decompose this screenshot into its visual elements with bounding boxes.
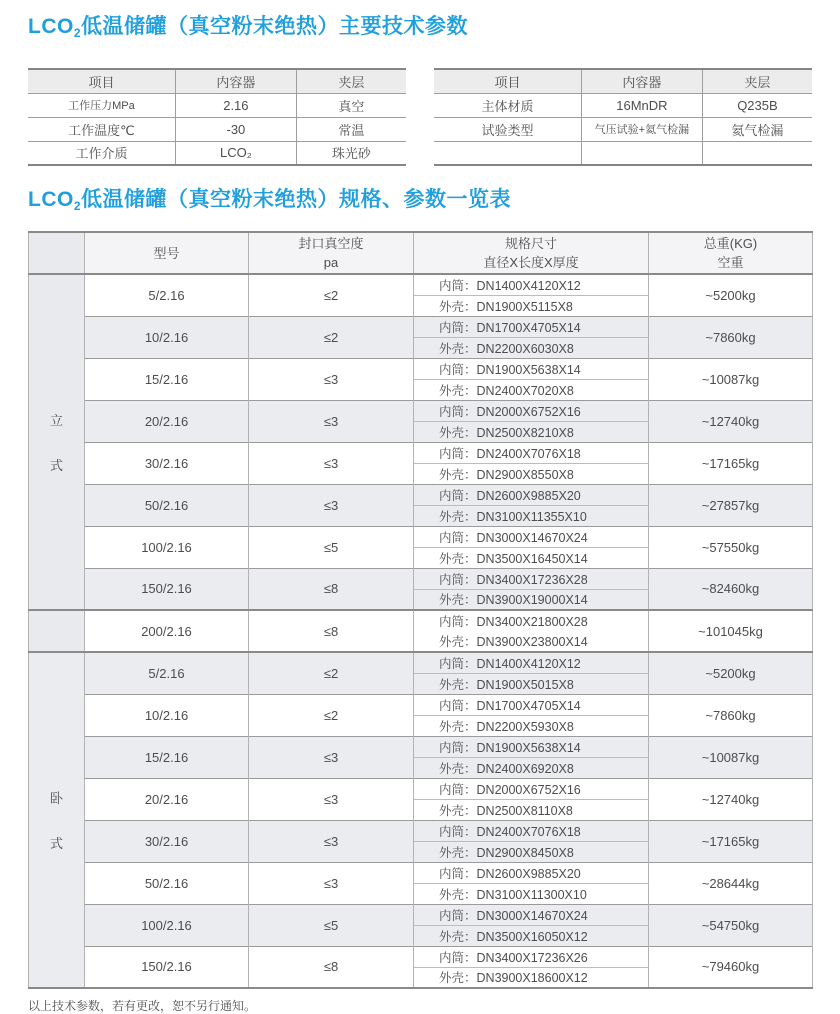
size-outer-cell xyxy=(414,379,649,400)
params-header-row xyxy=(434,69,812,93)
spec-row xyxy=(29,568,813,589)
model-cell: 10/2.16 xyxy=(85,694,249,736)
inner-shell-dimensions: DN3400X17236X26 xyxy=(476,950,588,965)
outer-shell-dimensions: DN1900X5115X8 xyxy=(476,299,573,314)
params-cell: LCO₂ xyxy=(175,141,296,165)
size-outer-cell xyxy=(414,589,649,610)
outer-shell-dimensions: DN2200X6030X8 xyxy=(476,341,574,356)
inner-shell-label: 内筒： xyxy=(439,362,477,377)
params-header-cell: 项目 xyxy=(28,69,175,93)
outer-shell-label: 外壳： xyxy=(439,383,477,398)
vacuum-cell: ≤2 xyxy=(249,694,414,736)
params-cell: 真空 xyxy=(296,93,406,117)
outer-shell-label: 外壳： xyxy=(439,929,477,944)
size-outer-cell xyxy=(414,799,649,820)
model-cell: 150/2.16 xyxy=(85,568,249,610)
outer-shell-label: 外壳： xyxy=(439,509,477,524)
params-header-cell: 夹层 xyxy=(702,69,812,93)
outer-shell-label: 外壳： xyxy=(439,635,477,649)
params-cell: 常温 xyxy=(296,117,406,141)
outer-shell-dimensions: DN3500X16050X12 xyxy=(476,929,588,944)
model-cell: 150/2.16 xyxy=(85,946,249,988)
params-cell: 试验类型 xyxy=(434,117,581,141)
outer-shell-label: 外壳： xyxy=(439,887,477,902)
orientation-group-cell xyxy=(29,610,85,652)
size-inner-cell xyxy=(414,862,649,883)
params-header-cell: 内容器 xyxy=(581,69,702,93)
brand-text: LCO xyxy=(28,188,74,211)
size-inner-cell xyxy=(414,610,649,631)
params-cell xyxy=(581,141,702,165)
inner-shell-label: 内筒： xyxy=(439,950,477,965)
weight-cell: ~101045kg xyxy=(649,610,813,652)
params-cell: 工作介质 xyxy=(28,141,175,165)
params-table-right xyxy=(434,68,812,166)
outer-shell-dimensions: DN3100X11300X10 xyxy=(476,887,587,902)
model-cell: 100/2.16 xyxy=(85,526,249,568)
size-inner-cell xyxy=(414,274,649,295)
outer-shell-dimensions: DN2500X8210X8 xyxy=(476,425,574,440)
inner-shell-label: 内筒： xyxy=(439,320,477,335)
params-cell: 主体材质 xyxy=(434,93,581,117)
weight-cell: ~17165kg xyxy=(649,820,813,862)
model-cell: 10/2.16 xyxy=(85,316,249,358)
vacuum-cell: ≤3 xyxy=(249,442,414,484)
spec-row xyxy=(29,400,813,421)
outer-shell-dimensions: DN3900X18600X12 xyxy=(476,971,588,986)
params-cell: 16MnDR xyxy=(581,93,702,117)
inner-shell-dimensions: DN2400X7076X18 xyxy=(476,824,581,839)
spec-row xyxy=(29,274,813,295)
weight-cell: ~17165kg xyxy=(649,442,813,484)
outer-shell-label: 外壳： xyxy=(439,299,477,314)
orientation-group-cell xyxy=(29,652,85,988)
params-header-cell: 夹层 xyxy=(296,69,406,93)
outer-shell-label: 外壳： xyxy=(439,551,477,566)
outer-shell-label: 外壳： xyxy=(439,719,477,734)
spec-row xyxy=(29,358,813,379)
inner-shell-label: 内筒： xyxy=(439,572,477,587)
weight-cell: ~82460kg xyxy=(649,568,813,610)
model-cell: 100/2.16 xyxy=(85,904,249,946)
size-inner-cell xyxy=(414,442,649,463)
size-inner-cell xyxy=(414,946,649,967)
params-cell xyxy=(434,141,581,165)
weight-cell: ~54750kg xyxy=(649,904,813,946)
outer-shell-dimensions: DN3100X11355X10 xyxy=(476,509,587,524)
outer-shell-dimensions: DN2500X8110X8 xyxy=(476,803,573,818)
weight-cell: ~7860kg xyxy=(649,316,813,358)
inner-shell-dimensions: DN3000X14670X24 xyxy=(476,530,588,545)
vacuum-cell: ≤3 xyxy=(249,358,414,400)
size-header-line2: 直径X长度X厚度 xyxy=(483,255,579,270)
size-outer-cell xyxy=(414,757,649,778)
params-table-left xyxy=(28,68,406,166)
outer-shell-dimensions: DN3500X16450X14 xyxy=(476,551,588,566)
params-cell: 工作温度℃ xyxy=(28,117,175,141)
params-tables-row xyxy=(28,68,812,166)
model-cell: 50/2.16 xyxy=(85,862,249,904)
model-cell: 15/2.16 xyxy=(85,358,249,400)
size-outer-cell xyxy=(414,463,649,484)
inner-shell-dimensions: DN3400X17236X28 xyxy=(476,572,588,587)
inner-shell-dimensions: DN3400X21800X28 xyxy=(476,615,588,629)
vacuum-cell: ≤2 xyxy=(249,316,414,358)
group-label-char: 式 xyxy=(49,458,63,473)
spec-header-model xyxy=(85,232,249,274)
vacuum-cell: ≤3 xyxy=(249,484,414,526)
model-cell: 200/2.16 xyxy=(85,610,249,652)
inner-shell-dimensions: DN1900X5638X14 xyxy=(476,362,581,377)
params-cell: 气压试验+氦气检漏 xyxy=(581,117,702,141)
outer-shell-label: 外壳： xyxy=(439,341,477,356)
inner-shell-dimensions: DN1900X5638X14 xyxy=(476,740,581,755)
spec-row xyxy=(29,526,813,547)
params-cell: 氦气检漏 xyxy=(702,117,812,141)
spec-row xyxy=(29,736,813,757)
vacuum-cell: ≤3 xyxy=(249,778,414,820)
weight-cell: ~10087kg xyxy=(649,736,813,778)
size-inner-cell xyxy=(414,694,649,715)
model-cell: 30/2.16 xyxy=(85,820,249,862)
vacuum-cell: ≤3 xyxy=(249,736,414,778)
params-row xyxy=(434,93,812,117)
inner-shell-dimensions: DN2400X7076X18 xyxy=(476,446,581,461)
size-header-line1: 规格尺寸 xyxy=(504,236,557,251)
size-outer-cell xyxy=(414,547,649,568)
model-cell: 5/2.16 xyxy=(85,652,249,694)
params-header-row xyxy=(28,69,406,93)
params-row xyxy=(434,141,812,165)
outer-shell-dimensions: DN3900X23800X14 xyxy=(476,635,588,649)
spec-header-size xyxy=(414,232,649,274)
params-header-cell: 项目 xyxy=(434,69,581,93)
orientation-group-label xyxy=(29,788,84,852)
vacuum-cell: ≤5 xyxy=(249,904,414,946)
vacuum-cell: ≤3 xyxy=(249,862,414,904)
spec-header-weight xyxy=(649,232,813,274)
inner-shell-label: 内筒： xyxy=(439,740,477,755)
params-section-title xyxy=(28,14,812,46)
params-cell: 珠光砂 xyxy=(296,141,406,165)
vacuum-cell: ≤8 xyxy=(249,946,414,988)
group-label-char: 立 xyxy=(49,413,63,428)
params-cell xyxy=(702,141,812,165)
model-cell: 20/2.16 xyxy=(85,778,249,820)
params-row xyxy=(28,93,406,117)
size-inner-cell xyxy=(414,316,649,337)
outer-shell-label: 外壳： xyxy=(439,593,477,608)
brand-text: LCO xyxy=(28,15,74,38)
weight-cell: ~10087kg xyxy=(649,358,813,400)
size-inner-cell xyxy=(414,484,649,505)
spec-row xyxy=(29,778,813,799)
vacuum-header-line2: pa xyxy=(323,255,339,270)
inner-shell-label: 内筒： xyxy=(439,278,477,293)
size-outer-cell xyxy=(414,505,649,526)
size-inner-cell xyxy=(414,358,649,379)
model-cell: 50/2.16 xyxy=(85,484,249,526)
size-inner-cell xyxy=(414,778,649,799)
size-outer-cell xyxy=(414,421,649,442)
weight-cell: ~12740kg xyxy=(649,400,813,442)
size-inner-cell xyxy=(414,400,649,421)
size-inner-cell xyxy=(414,904,649,925)
vacuum-cell: ≤8 xyxy=(249,568,414,610)
weight-cell: ~28644kg xyxy=(649,862,813,904)
weight-cell: ~5200kg xyxy=(649,652,813,694)
outer-shell-dimensions: DN2900X8550X8 xyxy=(476,467,574,482)
orientation-group-label xyxy=(29,410,84,474)
spec-row xyxy=(29,694,813,715)
spec-header-vacuum xyxy=(249,232,414,274)
outer-shell-dimensions: DN2400X6920X8 xyxy=(476,761,574,776)
model-cell: 15/2.16 xyxy=(85,736,249,778)
size-outer-cell xyxy=(414,967,649,988)
model-cell: 30/2.16 xyxy=(85,442,249,484)
outer-shell-label: 外壳： xyxy=(439,425,477,440)
spec-table xyxy=(28,231,813,989)
size-inner-cell xyxy=(414,820,649,841)
vacuum-cell: ≤3 xyxy=(249,820,414,862)
params-row xyxy=(28,117,406,141)
size-outer-cell xyxy=(414,337,649,358)
inner-shell-label: 内筒： xyxy=(439,656,477,671)
outer-shell-label: 外壳： xyxy=(439,845,477,860)
inner-shell-label: 内筒： xyxy=(439,488,477,503)
spec-row xyxy=(29,484,813,505)
outer-shell-dimensions: DN2400X7020X8 xyxy=(476,383,574,398)
inner-shell-dimensions: DN1700X4705X14 xyxy=(476,320,581,335)
brand-subscript: 2 xyxy=(73,199,82,213)
size-outer-cell xyxy=(414,883,649,904)
orientation-group-cell xyxy=(29,274,85,610)
weight-cell: ~27857kg xyxy=(649,484,813,526)
weight-cell: ~12740kg xyxy=(649,778,813,820)
size-inner-cell xyxy=(414,736,649,757)
spec-header-group-cell xyxy=(29,232,85,274)
vacuum-cell: ≤2 xyxy=(249,274,414,316)
inner-shell-dimensions: DN2000X6752X16 xyxy=(476,782,581,797)
params-title-text: 低温储罐（真空粉末绝热）主要技术参数 xyxy=(81,15,469,38)
size-outer-cell xyxy=(414,715,649,736)
inner-shell-label: 内筒： xyxy=(439,824,477,839)
inner-shell-dimensions: DN3000X14670X24 xyxy=(476,908,588,923)
outer-shell-label: 外壳： xyxy=(439,803,477,818)
params-cell: -30 xyxy=(175,117,296,141)
size-outer-cell xyxy=(414,925,649,946)
spec-row xyxy=(29,652,813,673)
inner-shell-dimensions: DN2600X9885X20 xyxy=(476,866,581,881)
outer-shell-dimensions: DN1900X5015X8 xyxy=(476,677,574,692)
outer-shell-dimensions: DN2200X5930X8 xyxy=(476,719,574,734)
outer-shell-label: 外壳： xyxy=(439,467,477,482)
params-row xyxy=(28,141,406,165)
inner-shell-dimensions: DN1400X4120X12 xyxy=(476,278,581,293)
spec-row xyxy=(29,904,813,925)
inner-shell-label: 内筒： xyxy=(439,446,477,461)
inner-shell-label: 内筒： xyxy=(439,782,477,797)
vacuum-cell: ≤3 xyxy=(249,400,414,442)
vacuum-cell: ≤2 xyxy=(249,652,414,694)
brand-subscript: 2 xyxy=(73,26,82,40)
footer-note: 以上技术参数，若有更改，恕不另行通知。 xyxy=(28,999,257,1013)
size-inner-cell xyxy=(414,526,649,547)
inner-shell-label: 内筒： xyxy=(439,698,477,713)
inner-shell-label: 内筒： xyxy=(439,404,477,419)
inner-shell-dimensions: DN2000X6752X16 xyxy=(476,404,581,419)
params-cell: Q235B xyxy=(702,93,812,117)
outer-shell-dimensions: DN2900X8450X8 xyxy=(476,845,574,860)
params-cell: 工作压力MPa xyxy=(28,93,175,117)
group-label-char: 式 xyxy=(49,836,63,851)
params-row xyxy=(434,117,812,141)
spec-row xyxy=(29,610,813,631)
specs-title-text: 低温储罐（真空粉末绝热）规格、参数一览表 xyxy=(81,188,512,211)
size-inner-cell xyxy=(414,652,649,673)
inner-shell-dimensions: DN1700X4705X14 xyxy=(476,698,581,713)
inner-shell-label: 内筒： xyxy=(439,615,477,629)
spec-row xyxy=(29,442,813,463)
inner-shell-dimensions: DN1400X4120X12 xyxy=(476,656,581,671)
outer-shell-label: 外壳： xyxy=(439,761,477,776)
size-outer-cell xyxy=(414,673,649,694)
size-inner-cell xyxy=(414,568,649,589)
inner-shell-label: 内筒： xyxy=(439,866,477,881)
spec-row xyxy=(29,820,813,841)
inner-shell-dimensions: DN2600X9885X20 xyxy=(476,488,581,503)
weight-header-line2: 空重 xyxy=(717,255,744,270)
outer-shell-label: 外壳： xyxy=(439,677,477,692)
outer-shell-label: 外壳： xyxy=(439,971,477,986)
weight-cell: ~7860kg xyxy=(649,694,813,736)
outer-shell-dimensions: DN3900X19000X14 xyxy=(476,593,588,608)
group-label-char: 卧 xyxy=(49,791,63,806)
spec-row xyxy=(29,946,813,967)
spec-header-row xyxy=(29,232,813,274)
model-cell: 20/2.16 xyxy=(85,400,249,442)
vacuum-cell: ≤8 xyxy=(249,610,414,652)
weight-header-line1: 总重(KG) xyxy=(703,236,758,251)
weight-cell: ~57550kg xyxy=(649,526,813,568)
specs-section-title xyxy=(28,187,812,219)
size-outer-cell xyxy=(414,295,649,316)
spec-row xyxy=(29,862,813,883)
size-outer-cell xyxy=(414,631,649,652)
inner-shell-label: 内筒： xyxy=(439,908,477,923)
model-header-label: 型号 xyxy=(153,245,180,261)
weight-cell: ~79460kg xyxy=(649,946,813,988)
size-outer-cell xyxy=(414,841,649,862)
params-cell: 2.16 xyxy=(175,93,296,117)
spec-row xyxy=(29,316,813,337)
model-cell: 5/2.16 xyxy=(85,274,249,316)
vacuum-cell: ≤5 xyxy=(249,526,414,568)
params-header-cell: 内容器 xyxy=(175,69,296,93)
weight-cell: ~5200kg xyxy=(649,274,813,316)
vacuum-header-line1: 封口真空度 xyxy=(298,236,364,251)
inner-shell-label: 内筒： xyxy=(439,530,477,545)
